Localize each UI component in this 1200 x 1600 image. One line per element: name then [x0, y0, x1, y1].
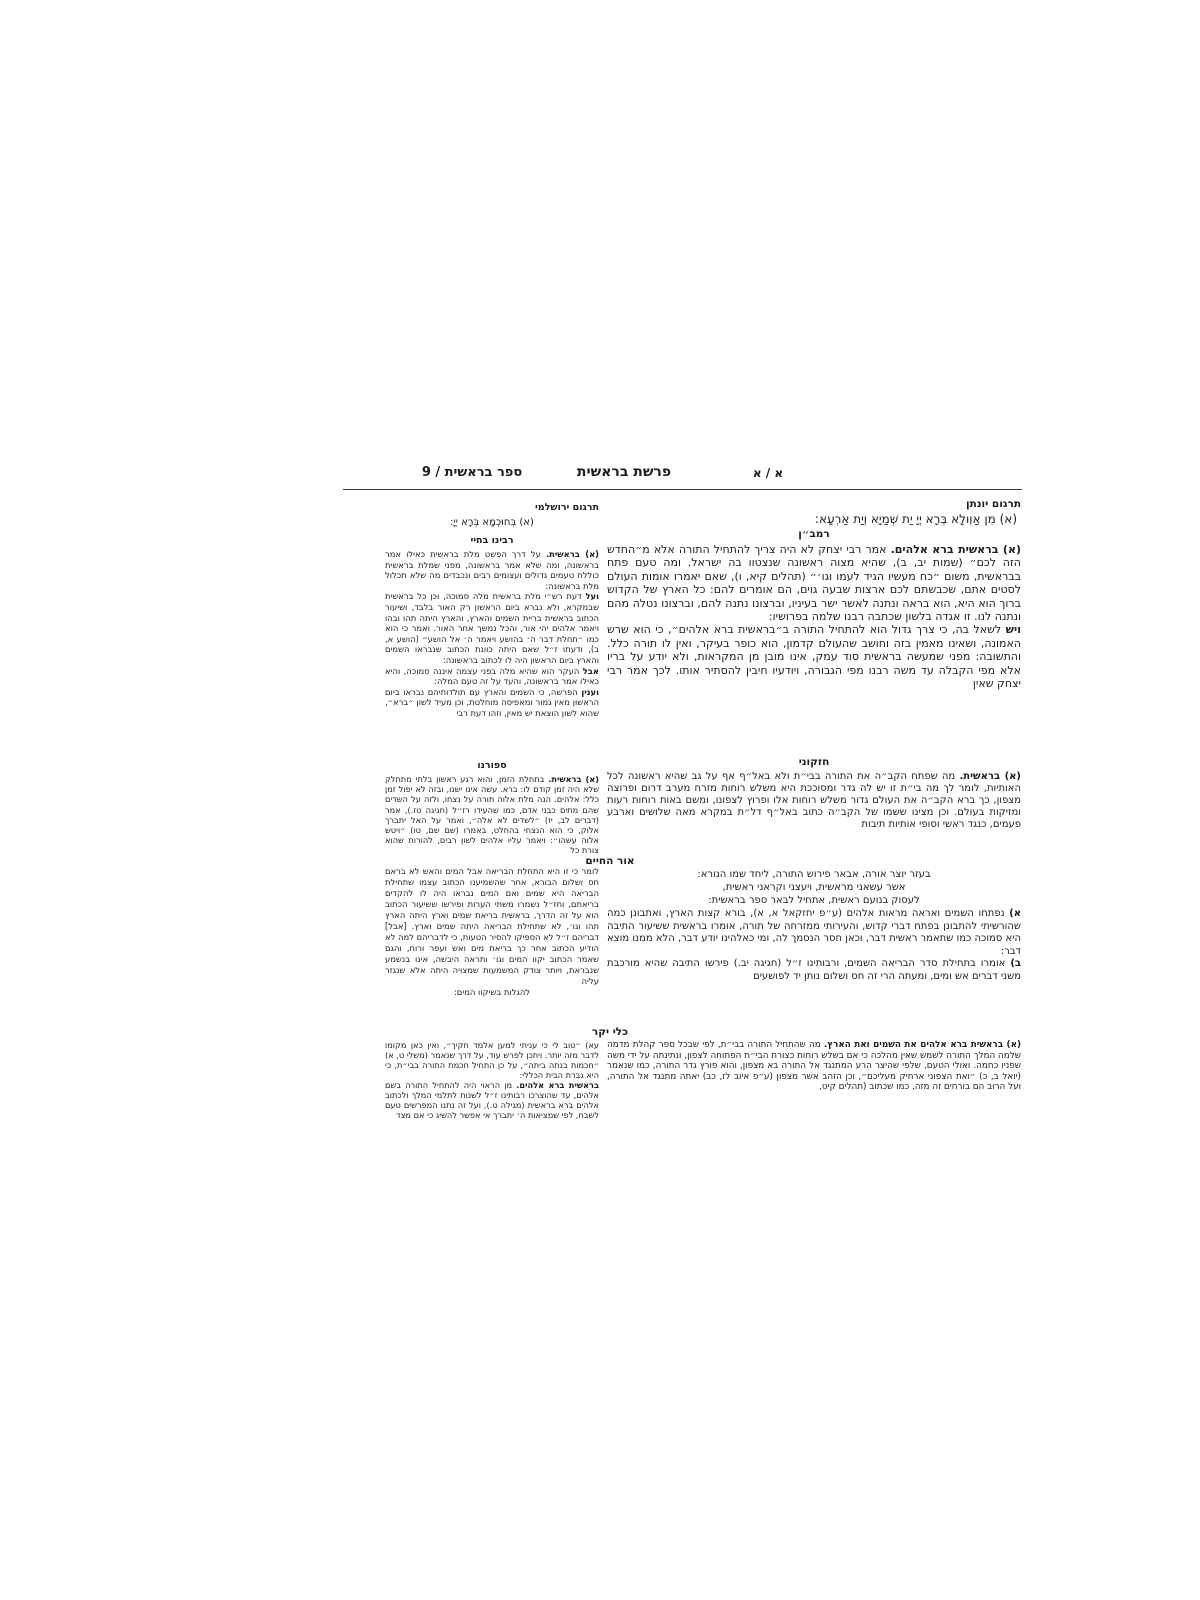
- or-hachaim-closing-line: להגלות בשיקוו המים:: [453, 987, 531, 997]
- paragraph-lead: (א) בראשית.: [545, 549, 600, 559]
- kli-yakar-left-column: [385, 1040, 599, 1120]
- section-chizkuni: [607, 756, 1021, 831]
- section-title-targum-yerushalmi: תרגום ירושלמי: [534, 502, 599, 513]
- bachya-paragraph: [385, 591, 599, 665]
- or-hachaim-left-column: [385, 866, 599, 998]
- or-hachaim-paragraph: [607, 958, 1021, 983]
- sforno-paragraph: [385, 774, 599, 856]
- paragraph-text: דעת רש״י מלת בראשית מלה סמוכה, וכן כל בראשית שבמקרא, ולא נברא ביום הראשון רק האור בלבד, ושיעור הכתוב בראשית בריית השמים והארץ, והארץ היתה תהו ובהו ויאמר אלהים יהי אור, והכל נמשך אחר האור. ואמר כי הוא כמו ״תחלת דבר ה׳ בהושע ויאמר ה׳ אל הושע״ (הושע א, ב), ודעתו ז״ל שאם היתה כוונת הכתוב שנבראו השמים והארץ ביום הראשון היה לו לכתוב בראשונה:: [385, 591, 599, 665]
- chizkuni-commentary-text: [607, 771, 1021, 831]
- section-title-chizkuni: חזקוני: [798, 756, 830, 768]
- section-title-kli-yakar: כלי יקר: [591, 1026, 629, 1038]
- paragraph-text: מן הראוי היה להתחיל התורה בשם אלהים, עד שהוצרכו רבותינו ז״ל לשנות לתלמי המלך ולכתוב אלהים ברא בראשית (מגילה ט.), ועל זה נתנו המפרשים טעם לשבח, לפי שמציאות ה׳ יתברך אי אפשר להשיג כי אם מצד: [385, 1080, 599, 1120]
- section-title-targum-yonatan: תרגום יונתן: [966, 498, 1021, 510]
- section-ramban: [607, 528, 1021, 690]
- header-chapter-verse: א / א: [752, 466, 784, 480]
- paragraph-text: נפתחו השמים ואראה מראות אלהים (ע״פ יחזקאל א, א), בורא קצות הארץ, ואתבונן כמה שהורשיתי להתבונן בפתח דברי קדוש, והעירותי ממזרחה של תורה, אומרו בראשית ששיעור התיבה היא סמוכה כמו שתאמר ראשית דבר, וכאן חסר הנסמך לה, ומי כאלהינו יודע דבר, הלא ממנו מוצא דבר:: [607, 908, 1021, 957]
- paragraph-text: עא) ״טוב לי כי עניתי למען אלמד חקיך״, ואין כאן מקומו לדבר מזה יותר. ויתכן לפרש עוד, על דרך שנאמר (משלי ט, א) ״חכמות בנתה ביתה״, על כן התחיל חכמת התורה בבי״ת, כי היא גברת הבית הכללי:: [385, 1040, 599, 1080]
- section-title-or-hachaim: אור החיים: [585, 855, 635, 867]
- paragraph-lead: ב): [1010, 958, 1021, 970]
- paragraph-text: העקר הוא שהיא מלה בפני עצמה איננה סמוכה, והיא כאילו אמר בראשונה, והעד על זה טעם המלה:: [385, 665, 599, 687]
- paragraph-lead: (א) בראשית ברא אלהים את השמים ואת הארץ.: [823, 1040, 1021, 1050]
- poem-line: אשר עשאני מראשית, ויעצני וקראני ראשית,: [722, 882, 906, 893]
- paragraph-lead: א): [1009, 908, 1021, 919]
- section-rabbeinu-bachya: [385, 535, 599, 719]
- kli-yakar-paragraph: [385, 1040, 599, 1080]
- paragraph-lead: וענין: [581, 686, 599, 697]
- sforno-commentary-text: [385, 774, 599, 856]
- ramban-paragraph: [607, 623, 1021, 690]
- ramban-commentary-text: [607, 543, 1021, 690]
- paragraph-lead: ועל: [585, 591, 599, 602]
- or-hachaim-continuation-text: לומר כי זו היא התחלת הבריאה אבל המים והאש לא בראם חס ושלום הבורא, אחר שהשמיענו הכתוב עצמו שתחילת הבריאה היא שמים ואם המים נבראו היה לו להקדים בריאתם, וחז״ל נשמרו משתי הערות ופירשו ששיעור הכתוב הוא על זה הדרך, בראשית בריאת שמים וארץ היתה הארץ תהו וגו׳, לא שתחילת הבריאה היתה שמים וארץ. [אבל] דבריהם ז״ל לא הספיקו להסיר הטעות, כי לדבריהם למה לא הודיע הכתוב אחר כך בריאת מים ואש ועפר ורוח, והגם שאמר הכתוב יקוו המים וגו׳ ותראה היבשה, אינו בנשמע שנבראת, ויותר צודק המשמעות שמצויה היתה אלא שנגזר עליה: [385, 866, 599, 986]
- section-title-ramban: רמב״ן: [798, 528, 830, 540]
- section-sforno: [385, 760, 599, 856]
- kli-yakar-paragraph: [607, 1040, 1021, 1093]
- bachya-paragraph: [385, 666, 599, 687]
- paragraph-lead: ויש: [1005, 623, 1022, 637]
- poem-line: בעזר יוצר אורה, אבאר פירוש התורה, ליחד שמו הנורא:: [697, 869, 931, 880]
- paragraph-text: מה שפתח הקב״ה את התורה בבי״ת ולא באל״ף אף על גב שהיא ראשונה לכל האותיות, לומר לך מה בי״ת זו יש לה גדר ומסוככת היא משלש רוחות מזרח מערב דרום ופרוצה מצפון, כך ברא הקב״ה את העולם גדור משלש רוחות אלו ופרוץ לצפונו, ומשם באות רוחות רעות ומזיקות בעולם. וכן מצינו ששמו של הקב״ה כתוב באל״ף דל״ת במקרא מאה שלושים וארבע פעמים, כנגד ראשי וסופי אותיות תיבות: [607, 771, 1021, 831]
- or-hachaim-paragraph: [607, 908, 1021, 958]
- paragraph-text: על דרך הפשט מלת בראשית כאילו אמר בראשונה, ומה שלא אמר בראשונה, מפני שמלת בראשית כוללת טעמים גדולים ועצומים רבים ונכבדים מה שלא תכלול מלת בראשונה:: [385, 549, 599, 591]
- paragraph-text: אומרו בתחילת סדר הבריאה השמים, ורבותינו ז״ל (חגיגה יב.) פירשו התיבה שהיא מורכבת משני דברים אש ומים, ומעתה הרי זה חס ושלום נותן יד לפושעים: [607, 958, 1021, 982]
- bachya-paragraph: [385, 549, 599, 591]
- targum-yerushalmi-text: (א) בְּחוּכְמָא בְּרָא יְיָ:: [450, 517, 534, 528]
- paragraph-text: הפרשה, כי השמים והארץ עם תולדותיהם נבראו ביום הראשון מאין גמור ומאפיסה מוחלטת, וכן מעיד לשון ״ברא״, שהוא לשון הוצאת יש מאין, וזהו דעת רבי: [385, 686, 599, 718]
- kli-yakar-right-column: [607, 1040, 1021, 1093]
- or-hachaim-opening-poem: [607, 868, 1021, 907]
- kli-yakar-paragraph: [385, 1080, 599, 1120]
- or-hachaim-right-column: [607, 868, 1021, 984]
- paragraph-lead: (א) בראשית.: [959, 771, 1022, 782]
- bachya-paragraph: [385, 687, 599, 719]
- paragraph-text: לשאל בה, כי צרך גדול הוא להתחיל התורה ב״בראשית ברא אלהים״, כי הוא שרש האמונה, ושאינו מאמין בזה וחושב שהעולם קדמון, הוא כופר בעיקר, ואין לו תורה כלל. והתשובה: מפני שמעשה בראשית סוד עמק, אינו מובן מן המקראות, ולא יודע על בריו אלא מפי הקבלה עד משה רבנו מפי הגבורה, ויודעיו חיבין להסתיר אותו. לכך אמר רבי יצחק שאין: [607, 623, 1021, 691]
- header-divider-rule: [343, 489, 1022, 490]
- paragraph-text: אמר רבי יצחק לא היה צריך להתחיל התורה אלא מ״החדש הזה לכם״ (שמות יב, ב), שהיא מצוה ראשונה שנצטוו בה ישראל. ומה טעם פתח בבראשית, משום ״כח מעשיו הגיד לעמו וגו׳״ (תהלים קיא, ו), שאם יאמרו אומות העולם לסטים אתם, שכבשתם לכם ארצות שבעה גוים, הם אומרים להם: כל הארץ של הקדוש ברוך הוא היא, הוא בראה ונתנה לאשר ישר בעיניו, וברצונו נתנה להם, וברצונו נטלה מהם ונתנה לנו. זו אגדה בלשון שכתבה רבנו שלמה בפרושיו:: [607, 543, 1021, 624]
- paragraph-text: מה שהתחיל התורה בבי״ת, לפי שבכל ספר קהלת מדמה שלמה המלך התורה לשמש שאין מהלכה כי אם בשלש רוחות כצורת הבי״ת הפתוחה לצפון, ונתינתה על ידי משה שפניו כחמה. ואולי הטעם, שלפי שהיצר הרע המתנגד אל התורה בא מצפון, והוא פורץ גדר התורה, כמו שנאמר (יואל ב, כ) ״ואת הצפוני ארחיק מעליכם״, וכן הזהב אשר מצפון (ע״פ איוב לז, כב) יאתה מתנגד אל התורה, ועל הרוב הם בורחים זה מזה, כמו שכתוב (תהלים קיט,: [607, 1040, 1021, 1093]
- paragraph-text: בתחלת הזמן, והוא רגע ראשון בלתי מתחלק שלא היה זמן קודם לו: ברא. עשה אינו ישנו, ובזה לא יפול זמן כלל: אלהים. הנה מלת אלוה תורה על נצחו, ולזה על השדים שהם מתים כבני אדם, כמו שהעידו רז״ל (חגיגה טז.), אמר (דברים לב, יז) ״לשדים לא אלה״, ואמר על האל יתברך אלוק, כי הוא הנצחי בהחלט, באמרו (שם שם, טו) ״ויטש אלוה עשהו״: ויאמר עליו אלהים לשון רבים, להורות שהוא צורת כל: [385, 774, 599, 856]
- paragraph-lead: בראשית ברא אלהים.: [516, 1080, 599, 1090]
- paragraph-lead: אבל: [582, 665, 600, 676]
- section-title-rabbeinu-bachya: רבינו בחיי: [470, 535, 514, 546]
- chizkuni-paragraph: [607, 771, 1021, 831]
- paragraph-lead: (א) בראשית ברא אלהים.: [890, 543, 1021, 556]
- header-parasha-title: פרשת בראשית: [576, 464, 672, 480]
- header-book-and-page-number: ספר בראשית / 9: [421, 465, 523, 480]
- ramban-paragraph: [607, 543, 1021, 623]
- paragraph-lead: (א) בראשית.: [548, 774, 599, 784]
- targum-yonatan-text: (א) מִן אַוְולָא בְּרָא יְיָ יַת שְׁמַיָא וְיַת אַרְעָא:: [814, 512, 1017, 526]
- rabbeinu-bachya-commentary-text: [385, 549, 599, 719]
- section-title-sforno: ספורנו: [477, 760, 507, 771]
- poem-line: לעסוק בנועם ראשית, אתחיל לבאר ספר בראשית:: [708, 895, 920, 906]
